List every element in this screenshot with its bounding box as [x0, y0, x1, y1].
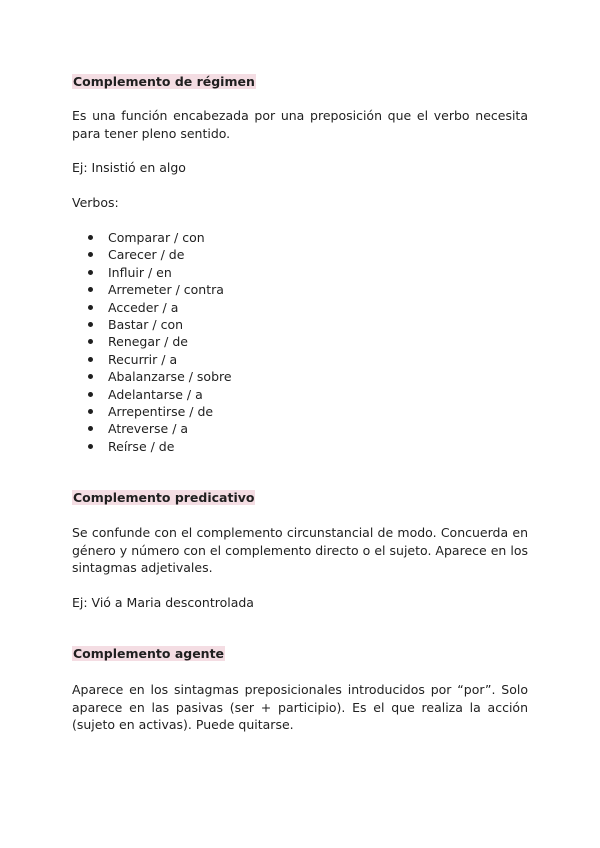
list-item: [88, 316, 232, 333]
bullet-icon: [88, 252, 93, 257]
list-item-text: Carecer / de: [108, 247, 185, 263]
list-item: [88, 281, 232, 298]
list-item: [88, 299, 232, 316]
list-item-text: Arrepentirse / de: [108, 403, 214, 419]
list-item-text: Atreverse / a: [108, 421, 189, 437]
list-item: [88, 420, 232, 437]
bullet-icon: [88, 305, 93, 310]
list-item: [88, 368, 232, 385]
list-item: [88, 403, 232, 420]
definition-agente: Aparece en los sintagmas preposicionales introducidos por “por”. Solo aparece en las pasivas (ser + participio). Es el que realiza la acción (sujeto en activas). Puede quitarse.: [72, 682, 528, 732]
list-item: [88, 264, 232, 281]
list-item: [88, 229, 232, 246]
list-item-text: Reírse / de: [108, 438, 175, 454]
bullet-icon: [88, 339, 93, 344]
list-item: [88, 351, 232, 368]
bullet-icon: [88, 409, 93, 414]
bullet-icon: [88, 235, 93, 240]
heading-highlight: Complemento de régimen: [73, 74, 255, 89]
bullet-icon: [88, 270, 93, 275]
list-item-text: Adelantarse / a: [108, 386, 203, 402]
list-item-text: Comparar / con: [108, 230, 205, 245]
heading-highlight: Complemento agente: [73, 646, 225, 661]
list-item-text: Abalanzarse / sobre: [108, 369, 232, 385]
list-item-text: Arremeter / contra: [108, 282, 224, 298]
list-item: [88, 246, 232, 263]
list-item-text: Acceder / a: [108, 299, 179, 315]
bullet-icon: [88, 426, 93, 431]
verbs-list: [88, 229, 232, 455]
bullet-icon: [88, 392, 93, 397]
list-item: [88, 438, 232, 455]
heading-highlight: Complemento predicativo: [73, 490, 255, 505]
example-predicativo: Ej: Vió a Maria descontrolada: [72, 595, 254, 610]
section-heading-predicativo: [72, 489, 255, 506]
bullet-icon: [88, 287, 93, 292]
bullet-icon: [88, 357, 93, 362]
bullet-icon: [88, 322, 93, 327]
list-item-text: Recurrir / a: [108, 351, 178, 367]
bullet-icon: [88, 444, 93, 449]
list-item: [88, 386, 232, 403]
list-item: [88, 333, 232, 350]
bullet-icon: [88, 374, 93, 379]
list-item-text: Bastar / con: [108, 316, 184, 332]
definition-predicativo: Se confunde con el complemento circunstancial de modo. Concuerda en género y número con el complemento directo o el sujeto. Aparece en los sintagmas adjetivales.: [72, 525, 528, 575]
verbs-label: Verbos:: [72, 195, 119, 210]
list-item-text: Renegar / de: [108, 334, 188, 350]
example-regimen: Ej: Insistió en algo: [72, 160, 186, 175]
list-item-text: Influir / en: [108, 264, 172, 280]
section-heading-regimen: [72, 73, 256, 90]
section-heading-agente: [72, 645, 225, 662]
definition-regimen: Es una función encabezada por una preposición que el verbo necesita para tener pleno sentido.: [72, 108, 528, 141]
